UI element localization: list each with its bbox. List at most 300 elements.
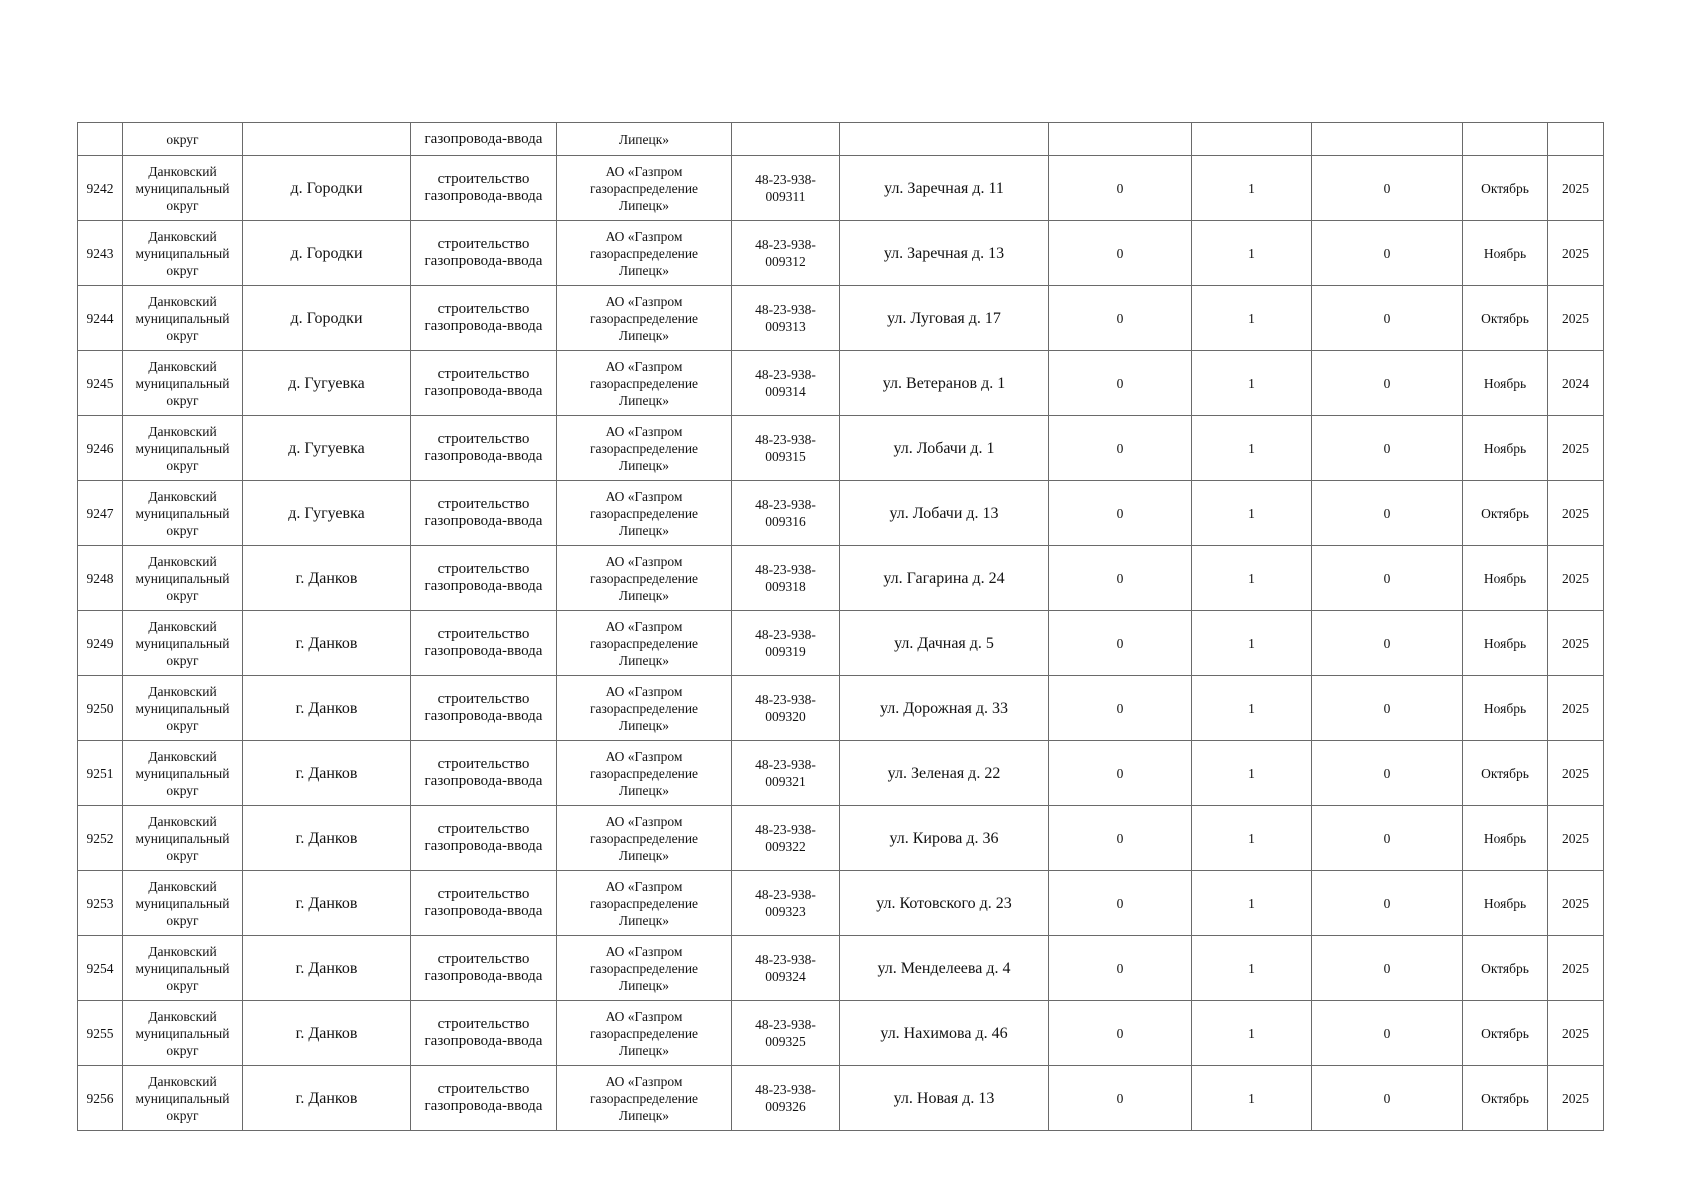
object-code-line: 48-23-938- (755, 1082, 816, 1097)
cell-col10-value (1312, 416, 1463, 481)
month-text: Октябрь (1481, 505, 1529, 521)
organization-line: газораспределение (589, 635, 699, 651)
organization-line: АО «Газпром (605, 943, 683, 959)
table-row (78, 416, 1604, 481)
object-code-line: 009319 (765, 644, 806, 659)
cell-col9-value (1192, 871, 1312, 936)
row-number-text: 9248 (86, 570, 114, 586)
locality-text: д. Городки (290, 244, 363, 262)
cell-col8-value (1049, 286, 1192, 351)
year-text: 2025 (1562, 700, 1589, 716)
cell-object-code (732, 123, 840, 156)
cell-organization (557, 156, 732, 221)
month-text: Ноябрь (1483, 440, 1527, 456)
cell-col9-value (1192, 416, 1312, 481)
col8-value-text: 0 (1116, 505, 1124, 521)
district-line: муниципальный (135, 635, 230, 651)
work-type-line: строительство (437, 951, 530, 967)
table-row (78, 221, 1604, 286)
year-text: 2025 (1562, 505, 1589, 521)
district-line: округ (166, 457, 199, 473)
cell-address (840, 416, 1049, 481)
cell-col9-value (1192, 351, 1312, 416)
cell-object-code (732, 351, 840, 416)
district-line: округ (166, 587, 199, 603)
address-text: ул. Дорожная д. 33 (879, 699, 1008, 717)
address-text: ул. Лобачи д. 1 (893, 439, 995, 457)
organization-line: Липецк» (618, 197, 670, 213)
cell-organization (557, 416, 732, 481)
organization-line: газораспределение (589, 570, 699, 586)
organization-line: газораспределение (589, 375, 699, 391)
work-type-line: газопровода-ввода (424, 708, 543, 724)
row-number-text: 9246 (86, 440, 114, 456)
cell-col9-value (1192, 741, 1312, 806)
cell-row-number (78, 936, 123, 1001)
address-text: ул. Кирова д. 36 (889, 829, 999, 847)
organization-line: АО «Газпром (605, 553, 683, 569)
col10-value-text: 0 (1383, 830, 1391, 846)
month-text: Ноябрь (1483, 245, 1527, 261)
cell-work-type (411, 741, 557, 806)
cell-organization: Липецк» (557, 123, 732, 156)
col10-value-text: 0 (1383, 570, 1391, 586)
cell-col8-value (1049, 123, 1192, 156)
work-type-line: газопровода-ввода (424, 513, 543, 529)
cell-year (1548, 416, 1604, 481)
locality-text: г. Данков (295, 959, 358, 977)
cell-month (1463, 481, 1548, 546)
year-text: 2025 (1562, 895, 1589, 911)
district-line: Данковский (148, 423, 217, 439)
cell-object-code (732, 1001, 840, 1066)
cell-object-code (732, 676, 840, 741)
cell-address (840, 871, 1049, 936)
address-text: ул. Лобачи д. 13 (889, 504, 999, 522)
table-row (78, 546, 1604, 611)
cell-locality (243, 546, 411, 611)
work-type-line: газопровода-ввода (424, 448, 543, 464)
cell-work-type (411, 871, 557, 936)
cell-district (123, 676, 243, 741)
locality-text: г. Данков (295, 829, 358, 847)
cell-month (1463, 1066, 1548, 1131)
district-line: Данковский (148, 813, 217, 829)
cell-district (123, 1066, 243, 1131)
object-code-line: 009320 (765, 709, 806, 724)
organization-line: АО «Газпром (605, 163, 683, 179)
col10-value-text: 0 (1383, 245, 1391, 261)
year-text: 2025 (1562, 960, 1589, 976)
cell-address (840, 676, 1049, 741)
col8-value-text: 0 (1116, 635, 1124, 651)
district-line: округ (166, 327, 199, 343)
cell-work-type (411, 1001, 557, 1066)
district-line: муниципальный (135, 505, 230, 521)
organization-line: АО «Газпром (605, 488, 683, 504)
cell-work-type (411, 1066, 557, 1131)
cell-col9-value (1192, 936, 1312, 1001)
cell-row-number (78, 351, 123, 416)
cell-row-number (78, 286, 123, 351)
organization-line: АО «Газпром (605, 1073, 683, 1089)
col10-value-text: 0 (1383, 375, 1391, 391)
cell-row-number (78, 611, 123, 676)
cell-row-number (78, 221, 123, 286)
cell-district (123, 481, 243, 546)
organization-line: газораспределение (589, 1090, 699, 1106)
cell-month (1463, 676, 1548, 741)
organization-line: Липецк» (618, 522, 670, 538)
cell-object-code (732, 1066, 840, 1131)
cell-object-code (732, 611, 840, 676)
year-text: 2025 (1562, 765, 1589, 781)
year-text: 2025 (1562, 180, 1589, 196)
cell-locality (243, 806, 411, 871)
cell-address (840, 351, 1049, 416)
cell-locality (243, 351, 411, 416)
object-code-line: 48-23-938- (755, 237, 816, 252)
cell-row-number (78, 676, 123, 741)
cell-organization (557, 221, 732, 286)
cell-month (1463, 123, 1548, 156)
cell-col10-value (1312, 676, 1463, 741)
table-row (78, 676, 1604, 741)
district-line: округ (166, 1042, 199, 1058)
cell-work-type (411, 221, 557, 286)
organization-line: Липецк» (618, 392, 670, 408)
cell-year (1548, 546, 1604, 611)
object-code-line: 48-23-938- (755, 1017, 816, 1032)
object-code-line: 48-23-938- (755, 497, 816, 512)
address-text: ул. Гагарина д. 24 (883, 569, 1005, 587)
locality-text: г. Данков (295, 569, 358, 587)
object-code-line: 009312 (765, 254, 806, 269)
col10-value-text: 0 (1383, 1025, 1391, 1041)
work-type-line: строительство (437, 821, 530, 837)
district-line: Данковский (148, 748, 217, 764)
row-number-text: 9251 (86, 765, 114, 781)
work-type-line: строительство (437, 366, 530, 382)
object-code-line: 009324 (765, 969, 806, 984)
col8-value-text: 0 (1116, 700, 1124, 716)
cell-locality (243, 611, 411, 676)
year-text: 2025 (1562, 440, 1589, 456)
row-number-text: 9254 (86, 960, 114, 976)
district-line: округ (166, 652, 199, 668)
year-text: 2024 (1562, 375, 1589, 391)
work-type-line: газопровода-ввода (424, 253, 543, 269)
district-line: Данковский (148, 943, 217, 959)
cell-organization (557, 741, 732, 806)
cell-col8-value (1049, 611, 1192, 676)
district-line: Данковский (148, 683, 217, 699)
cell-col10-value (1312, 871, 1463, 936)
object-code-line: 48-23-938- (755, 887, 816, 902)
district-line: округ (166, 262, 199, 278)
cell-address (840, 123, 1049, 156)
organization-line: газораспределение (589, 895, 699, 911)
work-type-line: газопровода-ввода (424, 318, 543, 334)
organization-line: газораспределение (589, 440, 699, 456)
cell-work-type (411, 676, 557, 741)
cell-month (1463, 416, 1548, 481)
col8-value-text: 0 (1116, 765, 1124, 781)
organization-line: Липецк» (618, 977, 670, 993)
object-code-line: 48-23-938- (755, 172, 816, 187)
district-line: округ (166, 717, 199, 733)
work-type-line: строительство (437, 886, 530, 902)
organization-line: газораспределение (589, 1025, 699, 1041)
cell-month (1463, 806, 1548, 871)
organization-line: Липецк» (618, 847, 670, 863)
address-text: ул. Заречная д. 11 (884, 179, 1004, 197)
cell-address (840, 221, 1049, 286)
object-code-line: 48-23-938- (755, 822, 816, 837)
work-type-line: строительство (437, 626, 530, 642)
cell-month (1463, 286, 1548, 351)
row-number-text: 9245 (86, 375, 114, 391)
work-type-line: газопровода-ввода (424, 838, 543, 854)
district-line: муниципальный (135, 1025, 230, 1041)
cell-col10-value (1312, 351, 1463, 416)
cell-row-number (78, 741, 123, 806)
cell-district (123, 286, 243, 351)
cell-year (1548, 351, 1604, 416)
cell-row-number (78, 123, 123, 156)
year-text: 2025 (1562, 635, 1589, 651)
cell-col9-value (1192, 286, 1312, 351)
cell-organization (557, 871, 732, 936)
col8-value-text: 0 (1116, 1090, 1124, 1106)
row-number-text: 9242 (86, 180, 114, 196)
col10-value-text: 0 (1383, 310, 1391, 326)
cell-work-type (411, 351, 557, 416)
cell-organization (557, 481, 732, 546)
month-text: Октябрь (1481, 1025, 1529, 1041)
address-text: ул. Дачная д. 5 (894, 634, 994, 652)
row-number-text: 9255 (86, 1025, 114, 1041)
work-type-line: строительство (437, 756, 530, 772)
cell-address (840, 1066, 1049, 1131)
cell-district (123, 741, 243, 806)
locality-text: д. Гугуевка (288, 439, 365, 457)
cell-organization (557, 1066, 732, 1131)
district-line: Данковский (148, 488, 217, 504)
work-type-line: газопровода-ввода (424, 188, 543, 204)
month-text: Октябрь (1481, 960, 1529, 976)
organization-line: АО «Газпром (605, 423, 683, 439)
col8-value-text: 0 (1116, 310, 1124, 326)
table-body (78, 123, 1604, 1131)
cell-row-number (78, 546, 123, 611)
cell-organization (557, 611, 732, 676)
cell-district (123, 221, 243, 286)
year-text: 2025 (1562, 570, 1589, 586)
cell-address (840, 286, 1049, 351)
row-number-text: 9243 (86, 245, 114, 261)
cell-locality (243, 871, 411, 936)
col8-value-text: 0 (1116, 570, 1124, 586)
table-row (78, 611, 1604, 676)
cell-col9-value (1192, 156, 1312, 221)
col8-value-text: 0 (1116, 440, 1124, 456)
cell-district (123, 611, 243, 676)
work-type-line: строительство (437, 1081, 530, 1097)
cell-locality (243, 156, 411, 221)
locality-text: д. Гугуевка (288, 374, 365, 392)
cell-address (840, 806, 1049, 871)
col10-value-text: 0 (1383, 440, 1391, 456)
object-code-line: 009316 (765, 514, 806, 529)
cell-object-code (732, 741, 840, 806)
cell-organization (557, 351, 732, 416)
district-line: Данковский (148, 1008, 217, 1024)
work-type-line: строительство (437, 496, 530, 512)
cell-year (1548, 611, 1604, 676)
table-row (78, 741, 1604, 806)
organization-line: газораспределение (589, 700, 699, 716)
cell-col10-value (1312, 221, 1463, 286)
cell-year (1548, 481, 1604, 546)
locality-text: г. Данков (295, 699, 358, 717)
row-number-text: 9247 (86, 505, 114, 521)
col9-value-text: 1 (1248, 960, 1255, 976)
month-text: Ноябрь (1483, 375, 1527, 391)
cell-district (123, 156, 243, 221)
district-line: муниципальный (135, 895, 230, 911)
month-text: Октябрь (1481, 1090, 1529, 1106)
cell-address (840, 481, 1049, 546)
col10-value-text: 0 (1383, 635, 1391, 651)
address-text: ул. Менделеева д. 4 (877, 959, 1011, 977)
cell-col8-value (1049, 416, 1192, 481)
cell-col8-value (1049, 546, 1192, 611)
work-type-line: строительство (437, 236, 530, 252)
cell-address (840, 1001, 1049, 1066)
cell-year (1548, 286, 1604, 351)
col8-value-text: 0 (1116, 960, 1124, 976)
cell-col10-value (1312, 806, 1463, 871)
row-number-text: 9253 (86, 895, 114, 911)
cell-row-number (78, 806, 123, 871)
object-code-line: 48-23-938- (755, 562, 816, 577)
cell-row-number (78, 156, 123, 221)
col9-value-text: 1 (1248, 375, 1255, 391)
col8-value-text: 0 (1116, 830, 1124, 846)
table-row (78, 351, 1604, 416)
cell-month (1463, 871, 1548, 936)
cell-col10-value (1312, 1001, 1463, 1066)
cell-col9-value (1192, 1001, 1312, 1066)
cell-object-code (732, 481, 840, 546)
row-number-text: 9249 (86, 635, 114, 651)
cell-year (1548, 123, 1604, 156)
work-type-line: строительство (437, 301, 530, 317)
year-text: 2025 (1562, 1090, 1589, 1106)
district-line: округ (166, 1107, 199, 1123)
organization-line: газораспределение (589, 830, 699, 846)
cell-year (1548, 156, 1604, 221)
district-line: муниципальный (135, 830, 230, 846)
table-row (78, 1066, 1604, 1131)
row-number-text: 9250 (86, 700, 114, 716)
object-code-line: 48-23-938- (755, 627, 816, 642)
district-line: округ (166, 392, 199, 408)
cell-year (1548, 871, 1604, 936)
month-text: Октябрь (1481, 765, 1529, 781)
col8-value-text: 0 (1116, 895, 1124, 911)
cell-district (123, 416, 243, 481)
cell-col9-value (1192, 481, 1312, 546)
month-text: Октябрь (1481, 310, 1529, 326)
cell-col10-value (1312, 741, 1463, 806)
col9-value-text: 1 (1248, 700, 1255, 716)
object-code-line: 009322 (765, 839, 806, 854)
address-text: ул. Ветеранов д. 1 (882, 374, 1006, 392)
district-line: Данковский (148, 618, 217, 634)
work-type-line: газопровода-ввода (424, 903, 543, 919)
cell-row-number (78, 1066, 123, 1131)
cell-locality (243, 741, 411, 806)
organization-line: газораспределение (589, 960, 699, 976)
organization-line: АО «Газпром (605, 683, 683, 699)
cell-address (840, 741, 1049, 806)
cell-work-type (411, 806, 557, 871)
col10-value-text: 0 (1383, 960, 1391, 976)
cell-year (1548, 676, 1604, 741)
work-type-line: строительство (437, 431, 530, 447)
month-text: Ноябрь (1483, 830, 1527, 846)
table-row (78, 806, 1604, 871)
organization-line: АО «Газпром (605, 878, 683, 894)
cell-col10-value (1312, 156, 1463, 221)
locality-text: д. Городки (290, 309, 363, 327)
cell-col8-value (1049, 221, 1192, 286)
object-code-line: 48-23-938- (755, 432, 816, 447)
work-type-line: строительство (437, 561, 530, 577)
locality-text: г. Данков (295, 1024, 358, 1042)
work-type-line: газопровода-ввода (424, 643, 543, 659)
col9-value-text: 1 (1248, 440, 1255, 456)
address-text: ул. Котовского д. 23 (876, 894, 1012, 912)
organization-line: Липецк» (618, 652, 670, 668)
cell-object-code (732, 936, 840, 1001)
cell-col9-value (1192, 611, 1312, 676)
cell-year (1548, 806, 1604, 871)
organization-line: АО «Газпром (605, 748, 683, 764)
cell-locality (243, 936, 411, 1001)
cell-district (123, 806, 243, 871)
organization-line: Липецк» (618, 717, 670, 733)
cell-year (1548, 936, 1604, 1001)
col10-value-text: 0 (1383, 700, 1391, 716)
cell-month (1463, 936, 1548, 1001)
locality-text: г. Данков (295, 764, 358, 782)
col9-value-text: 1 (1248, 310, 1255, 326)
cell-locality (243, 123, 411, 156)
object-code-line: 48-23-938- (755, 952, 816, 967)
cell-col9-value (1192, 1066, 1312, 1131)
district-line: муниципальный (135, 960, 230, 976)
organization-line: газораспределение (589, 765, 699, 781)
district-line: муниципальный (135, 375, 230, 391)
cell-col10-value (1312, 611, 1463, 676)
cell-year (1548, 1066, 1604, 1131)
month-text: Ноябрь (1483, 570, 1527, 586)
work-type-line: строительство (437, 1016, 530, 1032)
col10-value-text: 0 (1383, 765, 1391, 781)
